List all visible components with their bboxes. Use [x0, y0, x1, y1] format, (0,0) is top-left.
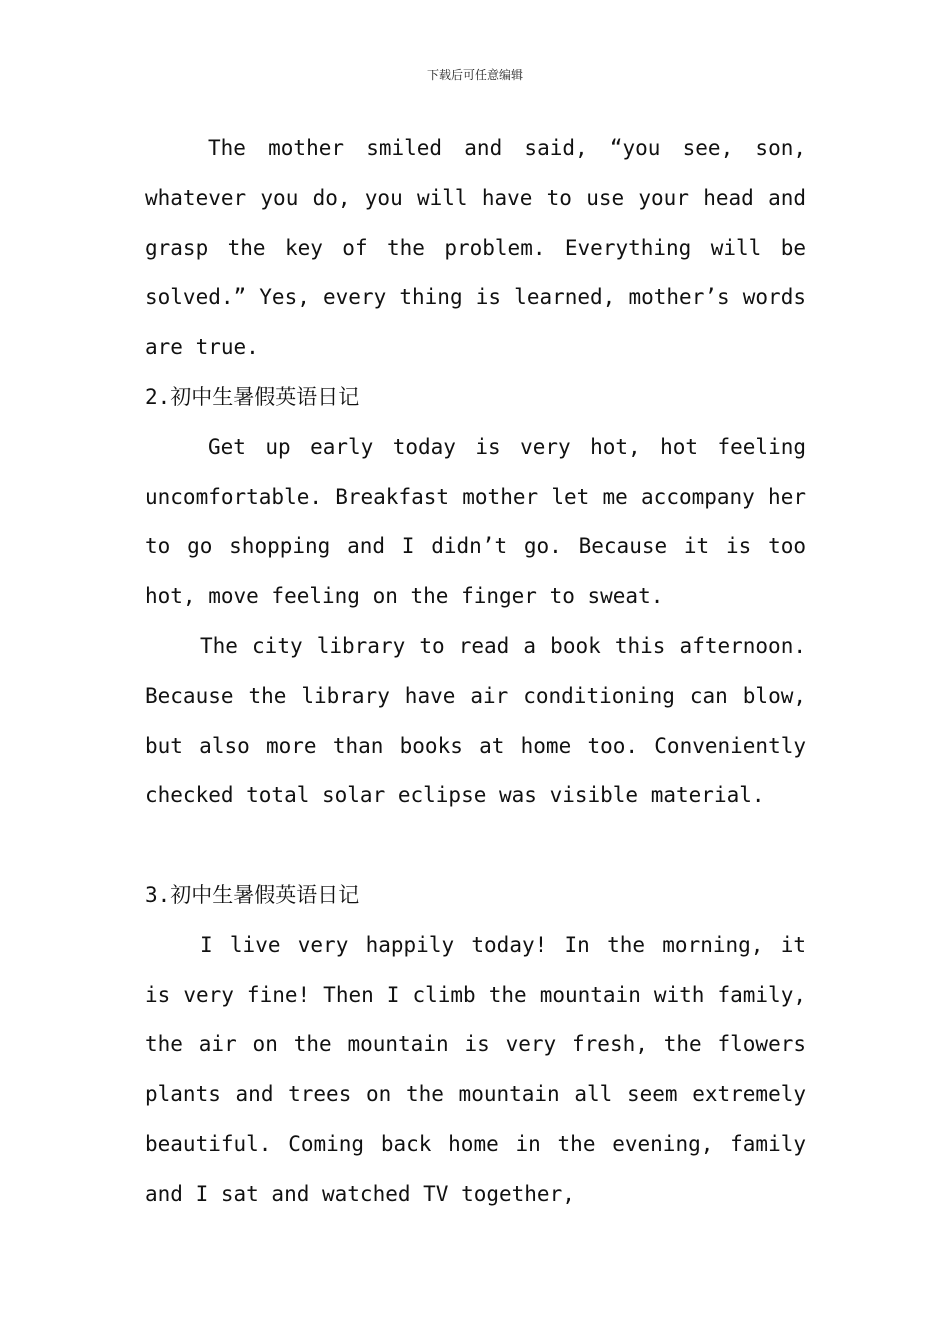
paragraph-hot-morning: Get up early today is very hot, hot feeling uncomfortable. Breakfast mother let me accompany her to go shopping and I didn’t go. Because it is too hot, move feeling on the finger to sweat.	[145, 434, 806, 609]
section-heading-2: 2.初中生暑假英语日记	[145, 384, 360, 409]
paragraph-library: The city library to read a book this afternoon. Because the library have air conditioning can blow, but also more than books at home too. Conveniently checked total solar eclipse was visible material.	[145, 633, 806, 808]
paragraph-mother-words: The mother smiled and said, “you see, son, whatever you do, you will have to use your head and grasp the key of the problem. Everything will be solved.” Yes, every thing is learned, mother’s words are true.	[145, 136, 806, 360]
document-body	[145, 124, 806, 1220]
section-heading-3: 3.初中生暑假英语日记	[145, 882, 360, 907]
blank-line	[145, 821, 806, 871]
paragraph-happy-day: I live very happily today! In the morning, it is very fine! Then I climb the mountain with family, the air on the mountain is very fresh, the flowers plants and trees on the mountain all seem extremely beautiful. Coming back home in the evening, family and I sat and watched TV together,	[145, 932, 806, 1206]
page-header: 下载后可任意编辑	[426, 68, 523, 82]
